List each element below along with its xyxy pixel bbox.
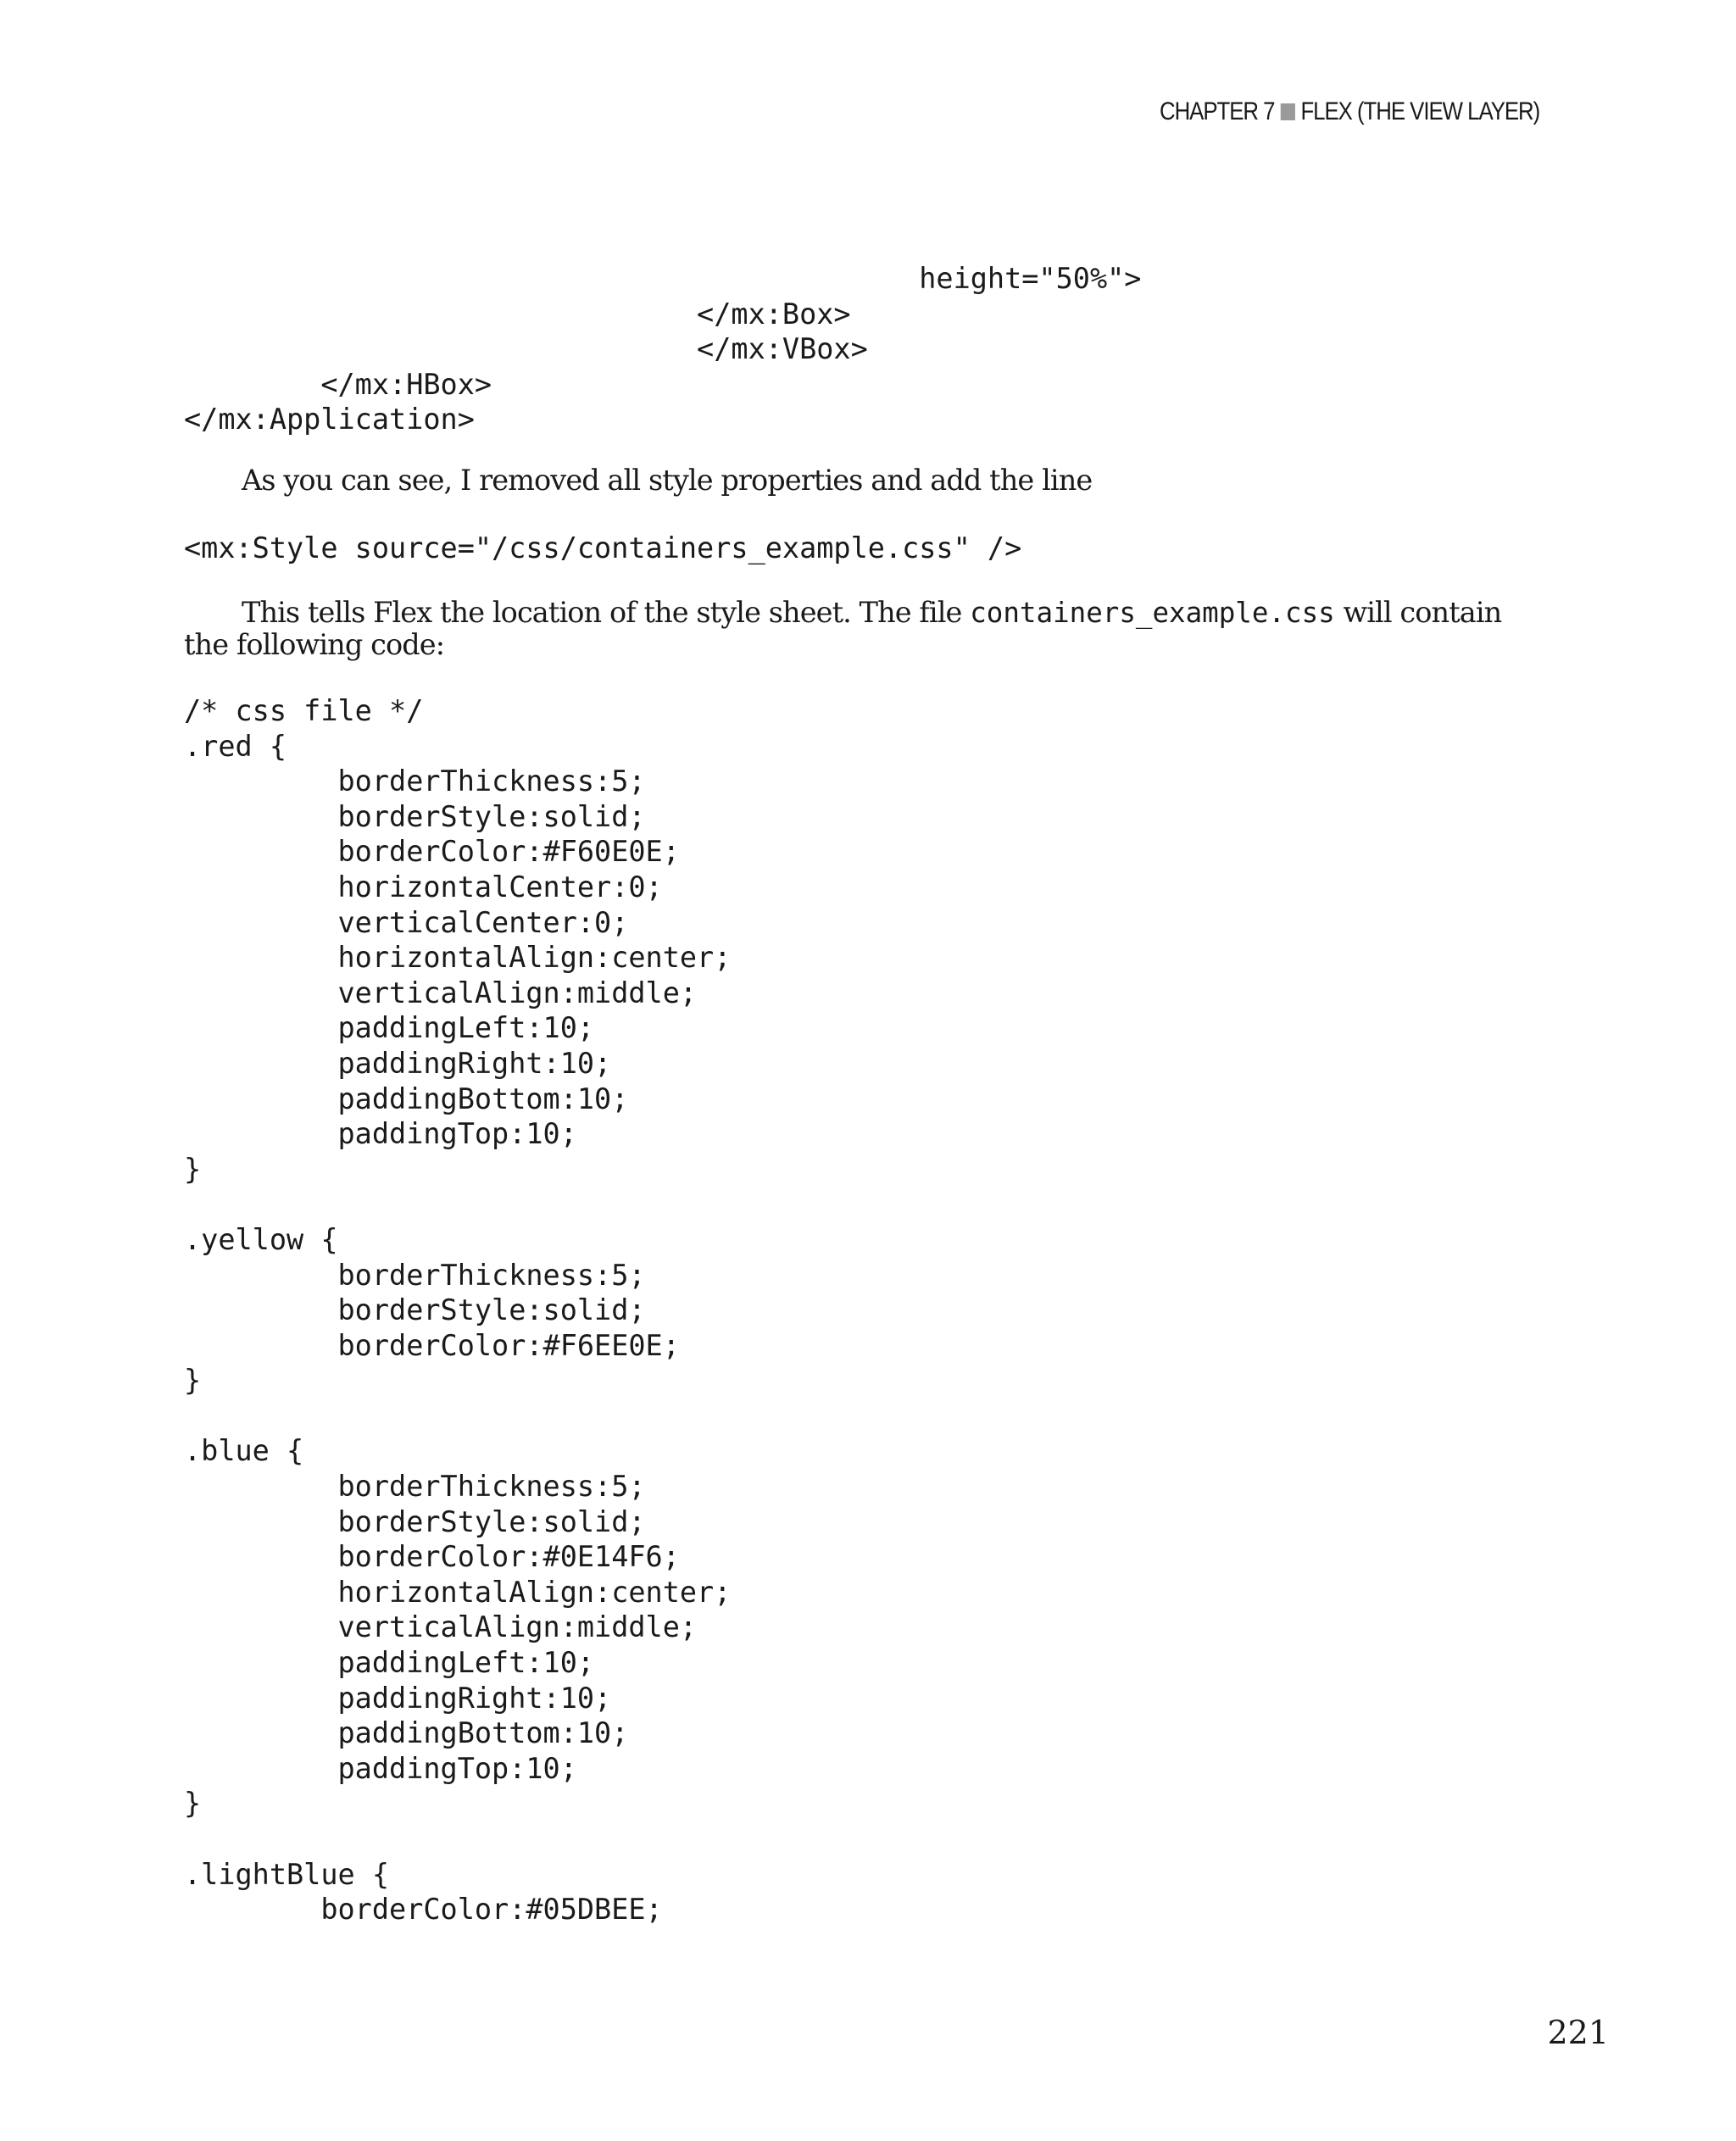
code-line: /* css file */ [184,694,424,727]
paragraph-removed-style-properties [184,464,1536,496]
code-line: horizontalCenter:0; [184,870,663,904]
code-line: } [184,1152,202,1186]
code-block-css-file [184,693,731,1927]
code-line: paddingRight:10; [184,1681,612,1715]
code-line: borderColor:#05DBEE; [184,1893,663,1927]
code-line: verticalAlign:middle; [184,1610,698,1644]
code-block-mxml-closing-tags [184,261,1141,437]
code-line: verticalCenter:0; [184,905,629,939]
code-line: <mx:Style source="/css/containers_example.css" /> [184,531,1022,564]
code-line: verticalAlign:middle; [184,976,698,1009]
paragraph-text: As you can see, I removed all style properties and add the line [242,464,1093,497]
code-line: borderStyle:solid; [184,1504,646,1538]
paragraph-style-sheet-location [184,597,1536,660]
code-line: paddingRight:10; [184,1046,612,1080]
code-line [184,1187,731,1222]
code-line: borderStyle:solid; [184,799,646,833]
code-line [184,1399,731,1434]
inline-code-filename: containers_example.css [970,597,1335,629]
code-line: borderThickness:5; [184,1470,646,1504]
code-line: </mx:Box> [184,297,851,331]
code-line: horizontalAlign:center; [184,941,732,975]
code-line: paddingTop:10; [184,1751,577,1785]
code-line: .blue { [184,1434,304,1468]
code-line [184,1821,731,1857]
page-number: 221 [1547,2014,1609,2051]
code-line: borderColor:#0E14F6; [184,1540,680,1574]
chapter-label: CHAPTER 7 [1159,97,1275,125]
code-line: paddingLeft:10; [184,1646,595,1680]
code-line: borderStyle:solid; [184,1293,646,1327]
code-line: horizontalAlign:center; [184,1575,732,1609]
code-line: borderColor:#F60E0E; [184,835,680,869]
code-line: paddingBottom:10; [184,1082,629,1115]
code-line: .yellow { [184,1222,338,1256]
code-line: borderThickness:5; [184,1258,646,1292]
code-line: borderColor:#F6EE0E; [184,1328,680,1362]
header-separator-square-icon [1280,103,1294,120]
code-line: </mx:VBox> [184,332,868,366]
paragraph-text-before: This tells Flex the location of the style sheet. The file [242,596,971,629]
code-line: </mx:HBox> [184,367,492,401]
code-line: .lightBlue { [184,1857,390,1891]
code-line: } [184,1364,202,1398]
code-line: paddingBottom:10; [184,1716,629,1750]
code-line: paddingLeft:10; [184,1011,595,1045]
code-block-style-tag [184,531,1021,566]
code-line: </mx:Application> [184,403,475,437]
code-line: } [184,1787,202,1821]
code-line: paddingTop:10; [184,1117,577,1151]
code-line: borderThickness:5; [184,765,646,798]
chapter-title: FLEX (THE VIEW LAYER) [1300,97,1539,125]
code-line: .red { [184,729,287,763]
code-line: height="50%"> [184,262,1142,295]
paragraph-text-after: will contain the following code: [184,596,1502,661]
running-head [1160,95,1539,129]
